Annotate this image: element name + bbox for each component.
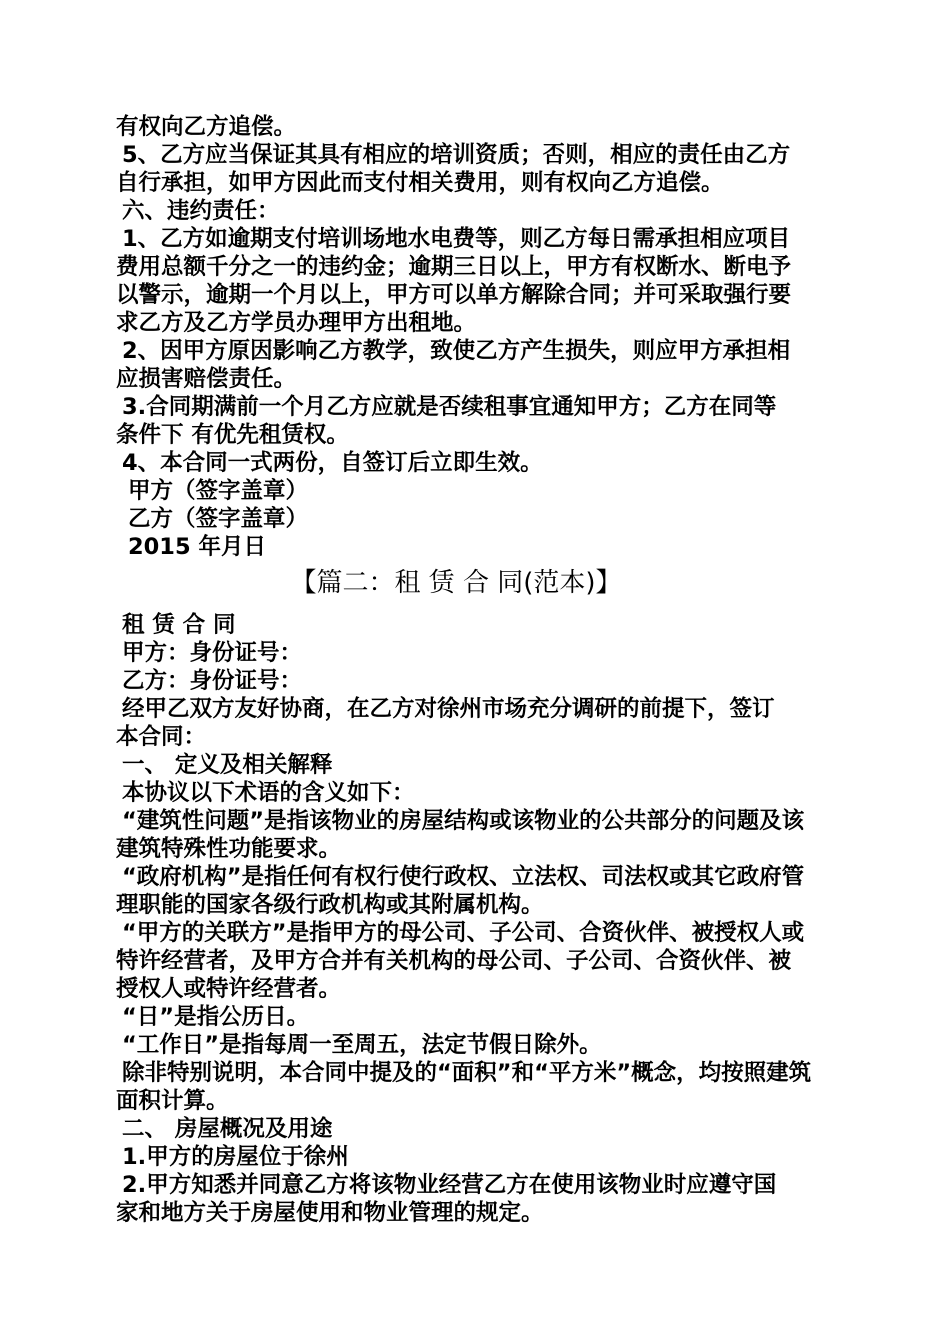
text-line: 1.甲方的房屋位于徐州 bbox=[122, 1144, 349, 1170]
text-line: 以警示，逾期一个月以上，甲方可以单方解除合同；并可采取强行要 bbox=[116, 282, 792, 308]
text-line: 理职能的国家各级行政机构或其附属机构。 bbox=[116, 892, 544, 918]
text-line: 5、乙方应当保证其具有相应的培训资质；否则，相应的责任由乙方 bbox=[122, 142, 791, 168]
text-line: 本合同： bbox=[116, 724, 207, 750]
text-line: 家和地方关于房屋使用和物业管理的规定。 bbox=[116, 1200, 544, 1226]
text-line: 费用总额千分之一的违约金；逾期三日以上，甲方有权断水、断电予 bbox=[116, 254, 792, 280]
text-line: 一、 定义及相关解释 bbox=[122, 752, 333, 778]
text-line: 2、因甲方原因影响乙方教学，致使乙方产生损失，则应甲方承担相 bbox=[122, 338, 791, 364]
text-line: 4、本合同一式两份，自签订后立即生效。 bbox=[122, 450, 543, 476]
section-title: 【篇二：租 赁 合 同(范本)】 bbox=[290, 568, 622, 598]
text-line: 应损害赔偿责任。 bbox=[116, 366, 297, 392]
text-line: 建筑特殊性功能要求。 bbox=[116, 836, 342, 862]
document-page bbox=[116, 113, 836, 1227]
text-line: 六、违约责任： bbox=[122, 198, 280, 224]
text-line: 3.合同期满前一个月乙方应就是否续租事宜通知甲方；乙方在同等 bbox=[122, 394, 777, 420]
text-line: 自行承担，如甲方因此而支付相关费用，则有权向乙方追偿。 bbox=[116, 170, 724, 196]
text-line: “政府机构”是指任何有权行使行政权、立法权、司法权或其它政府管 bbox=[122, 864, 805, 890]
text-line: “工作日”是指每周一至周五，法定节假日除外。 bbox=[122, 1032, 602, 1058]
text-line: 租 赁 合 同 bbox=[122, 612, 236, 638]
text-line: “日”是指公历日。 bbox=[122, 1004, 310, 1030]
text-line: 授权人或特许经营者。 bbox=[116, 976, 342, 1002]
text-line: 1、乙方如逾期支付培训场地水电费等，则乙方每日需承担相应项目 bbox=[122, 226, 791, 252]
text-line: 二、 房屋概况及用途 bbox=[122, 1116, 333, 1142]
text-line: 特许经营者，及甲方合并有关机构的母公司、子公司、合资伙伴、被 bbox=[116, 948, 792, 974]
text-line: 经甲乙双方友好协商，在乙方对徐州市场充分调研的前提下，签订 bbox=[122, 696, 775, 722]
text-line: 甲方（签字盖章） bbox=[128, 478, 309, 504]
text-line: 有权向乙方追偿。 bbox=[116, 114, 297, 140]
contract-part-two bbox=[116, 611, 836, 1227]
text-line: 条件下 有优先租赁权。 bbox=[116, 422, 349, 448]
text-line: 本协议以下术语的含义如下： bbox=[122, 780, 415, 806]
text-line: “建筑性问题”是指该物业的房屋结构或该物业的公共部分的问题及该 bbox=[122, 808, 805, 834]
text-line: 乙方（签字盖章） bbox=[128, 506, 309, 532]
text-line: 2015 年月日 bbox=[128, 534, 266, 560]
text-line: 面积计算。 bbox=[116, 1088, 229, 1114]
text-line: 甲方：身份证号： bbox=[122, 640, 303, 666]
text-line: “甲方的关联方”是指甲方的母公司、子公司、合资伙伴、被授权人或 bbox=[122, 920, 805, 946]
text-line: 2.甲方知悉并同意乙方将该物业经营乙方在使用该物业时应遵守国 bbox=[122, 1172, 777, 1198]
text-line: 乙方：身份证号： bbox=[122, 668, 303, 694]
text-line: 除非特别说明，本合同中提及的“面积”和“平方米”概念，均按照建筑 bbox=[122, 1060, 812, 1086]
contract-part-one bbox=[116, 113, 836, 561]
text-line: 求乙方及乙方学员办理甲方出租地。 bbox=[116, 310, 477, 336]
